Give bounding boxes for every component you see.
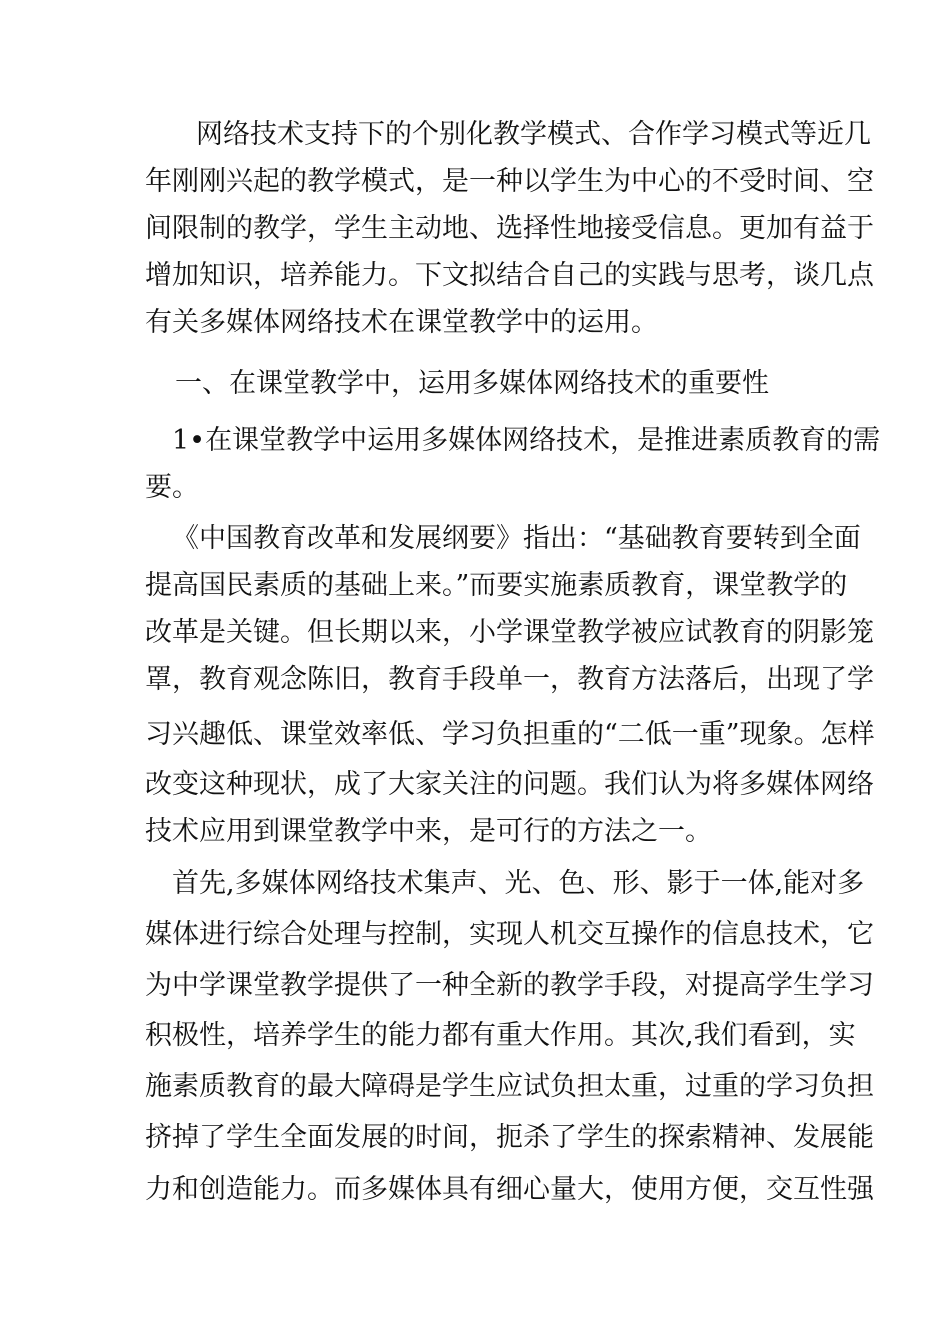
paragraph-3-line-6: 挤掉了学生全面发展的时间，扼杀了学生的探索精神、发展能: [145, 1122, 874, 1153]
paragraph-3-line-2: 媒体进行综合处理与控制，实现人机交互操作的信息技术，它: [145, 919, 874, 950]
paragraph-2-line-2: 提高国民素质的基础上来。”而要实施素质教育，课堂教学的: [145, 570, 848, 601]
paragraph-1-line-4: 增加知识，培养能力。下文拟结合自己的实践与思考，谈几点: [145, 260, 874, 291]
point-1-line-2: 要。: [145, 472, 199, 503]
paragraph-2-line-7: 技术应用到课堂教学中来，是可行的方法之一。: [145, 816, 712, 847]
paragraph-3-line-1: 首先,多媒体网络技术集声、光、色、形、影于一体,能对多: [172, 868, 865, 899]
section-heading: 一、在课堂教学中，运用多媒体网络技术的重要性: [175, 368, 769, 399]
paragraph-3-line-3: 为中学课堂教学提供了一种全新的教学手段，对提高学生学习: [145, 970, 874, 1001]
paragraph-1-line-1: 网络技术支持下的个别化教学模式、合作学习模式等近几: [196, 119, 871, 150]
paragraph-3-line-5: 施素质教育的最大障碍是学生应试负担太重，过重的学习负担: [145, 1071, 874, 1102]
paragraph-3-line-7: 力和创造能力。而多媒体具有细心量大，使用方便，交互性强: [145, 1174, 874, 1205]
paragraph-1-line-2: 年刚刚兴起的教学模式，是一种以学生为中心的不受时间、空: [145, 166, 874, 197]
paragraph-2-line-6: 改变这种现状，成了大家关注的问题。我们认为将多媒体网络: [145, 769, 874, 800]
paragraph-2-line-3: 改革是关键。但长期以来，小学课堂教学被应试教育的阴影笼: [145, 617, 874, 648]
point-1-line-1: 1•在课堂教学中运用多媒体网络技术，是推进素质教育的需: [172, 425, 881, 456]
paragraph-2-line-4: 罩，教育观念陈旧，教育手段单一，教育方法落后，出现了学: [145, 664, 874, 695]
paragraph-2-line-5: 习兴趣低、课堂效率低、学习负担重的“二低一重”现象。怎样: [145, 719, 875, 750]
paragraph-1-line-3: 间限制的教学，学生主动地、选择性地接受信息。更加有益于: [145, 213, 874, 244]
paragraph-2-line-1: 《中国教育改革和发展纲要》指出：“基础教育要转到全面: [172, 523, 861, 554]
paragraph-1-line-5: 有关多媒体网络技术在课堂教学中的运用。: [145, 307, 658, 338]
paragraph-3-line-4: 积极性，培养学生的能力都有重大作用。其次,我们看到，实: [145, 1020, 856, 1051]
